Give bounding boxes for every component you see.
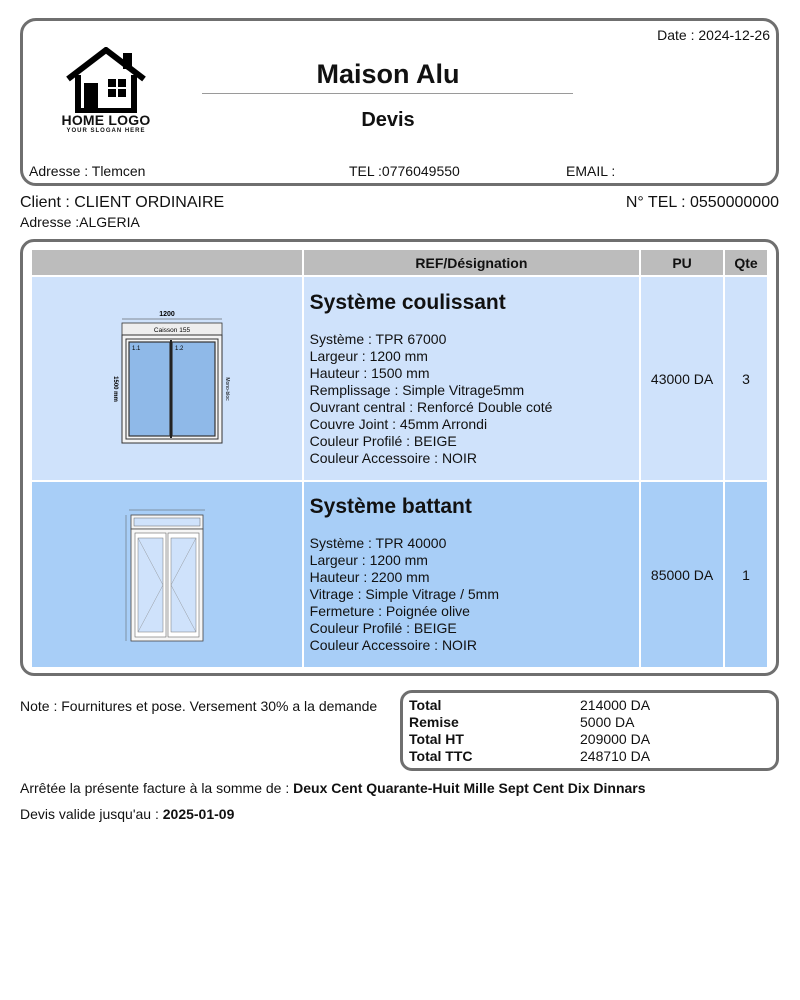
logo-title: HOME LOGO: [61, 112, 151, 128]
company-email: EMAIL :: [566, 163, 616, 179]
item-spec: Hauteur : 1500 mm: [309, 364, 430, 381]
item-drawing-cell: [32, 482, 302, 667]
item-quantity: 3: [725, 277, 767, 480]
item-description: [304, 277, 639, 480]
item-spec: Largeur : 1200 mm: [309, 552, 428, 568]
item-spec: Hauteur : 2200 mm: [309, 569, 430, 585]
svg-text:1.2: 1.2: [174, 345, 184, 352]
item-spec: Couleur Accessoire : NOIR: [309, 637, 477, 653]
validity-date: 2025-01-09: [162, 806, 235, 822]
sliding-window-drawing: [102, 309, 232, 449]
total-ttc-row: [409, 748, 770, 765]
item-spec: Couleur Profilé : BEIGE: [309, 620, 457, 636]
items-table: [30, 248, 769, 669]
total-row: [409, 697, 770, 714]
item-spec: Système : TPR 67000: [309, 330, 447, 347]
item-title: Système battant: [309, 495, 472, 518]
item-drawing-cell: [32, 277, 302, 480]
totals-summary: [400, 690, 779, 771]
client-name: Client : CLIENT ORDINAIRE: [20, 194, 225, 211]
item-spec: Largeur : 1200 mm: [309, 347, 428, 364]
item-spec: Couleur Accessoire : NOIR: [309, 449, 477, 466]
casement-window-drawing: [117, 505, 217, 645]
item-spec: Couleur Profilé : BEIGE: [309, 432, 457, 449]
company-address: Adresse : Tlemcen: [29, 163, 146, 179]
document-type: Devis: [361, 109, 415, 131]
item-quantity: 1: [725, 482, 767, 667]
total-label: Total: [409, 697, 442, 713]
validity-prefix: Devis valide jusqu'au :: [20, 806, 163, 822]
discount-row: [409, 714, 770, 731]
discount-label: Remise: [409, 714, 459, 730]
document-date: [657, 27, 770, 43]
header-unit-price: PU: [641, 250, 723, 275]
item-title: Système coulissant: [309, 290, 506, 314]
svg-text:1500 mm: 1500 mm: [111, 375, 118, 402]
total-ht-label: Total HT: [409, 731, 464, 747]
house-logo-icon: [64, 47, 148, 113]
item-spec: Vitrage : Simple Vitrage / 5mm: [309, 586, 499, 602]
total-ttc-label: Total TTC: [409, 748, 473, 764]
item-spec: Fermeture : Poignée olive: [309, 603, 470, 619]
amount-words-value: Deux Cent Quarante-Huit Mille Sept Cent Dix Dinnars: [293, 780, 646, 796]
item-unit-price: 43000 DA: [641, 277, 723, 480]
date-label: Date :: [657, 27, 699, 43]
table-header-row: [32, 250, 767, 275]
header-quantity: Qte: [725, 250, 767, 275]
total-ht-row: [409, 731, 770, 748]
invoice-header: [20, 18, 779, 186]
client-phone: N° TEL : 0550000000: [625, 194, 779, 211]
svg-text:1200: 1200: [159, 310, 175, 318]
item-spec: Couvre Joint : 45mm Arrondi: [309, 415, 488, 432]
total-ttc-value: 248710 DA: [580, 748, 651, 764]
total-value: 214000 DA: [580, 697, 651, 713]
item-description: [304, 482, 639, 667]
item-spec: Système : TPR 40000: [309, 535, 447, 551]
logo-slogan: YOUR SLOGAN HERE: [66, 128, 146, 134]
items-section: [20, 239, 779, 676]
svg-text:1.1: 1.1: [131, 345, 141, 352]
svg-text:Caisson 155: Caisson 155: [153, 326, 190, 334]
company-logo: [51, 47, 161, 139]
client-address: Adresse :ALGERIA: [20, 214, 140, 230]
header-image: [32, 250, 302, 275]
table-row: [32, 277, 767, 480]
table-row: [32, 482, 767, 667]
date-value: 2024-12-26: [698, 27, 770, 43]
company-name: Maison Alu: [316, 59, 460, 89]
discount-value: 5000 DA: [580, 714, 635, 730]
title-divider: [202, 93, 573, 94]
item-unit-price: 85000 DA: [641, 482, 723, 667]
item-spec: Ouvrant central : Renforcé Double coté: [309, 398, 553, 415]
header-designation: REF/Désignation: [304, 250, 639, 275]
amount-words-prefix: Arrêtée la présente facture à la somme de :: [20, 780, 294, 796]
svg-text:Mono-bloc: Mono-bloc: [223, 376, 230, 401]
quote-validity: [20, 806, 234, 822]
amount-in-words: [20, 780, 646, 796]
invoice-note: Note : Fournitures et pose. Versement 30% a la demande: [20, 698, 378, 714]
item-spec: Remplissage : Simple Vitrage5mm: [309, 381, 525, 398]
company-phone: TEL :0776049550: [349, 163, 460, 179]
total-ht-value: 209000 DA: [580, 731, 651, 747]
